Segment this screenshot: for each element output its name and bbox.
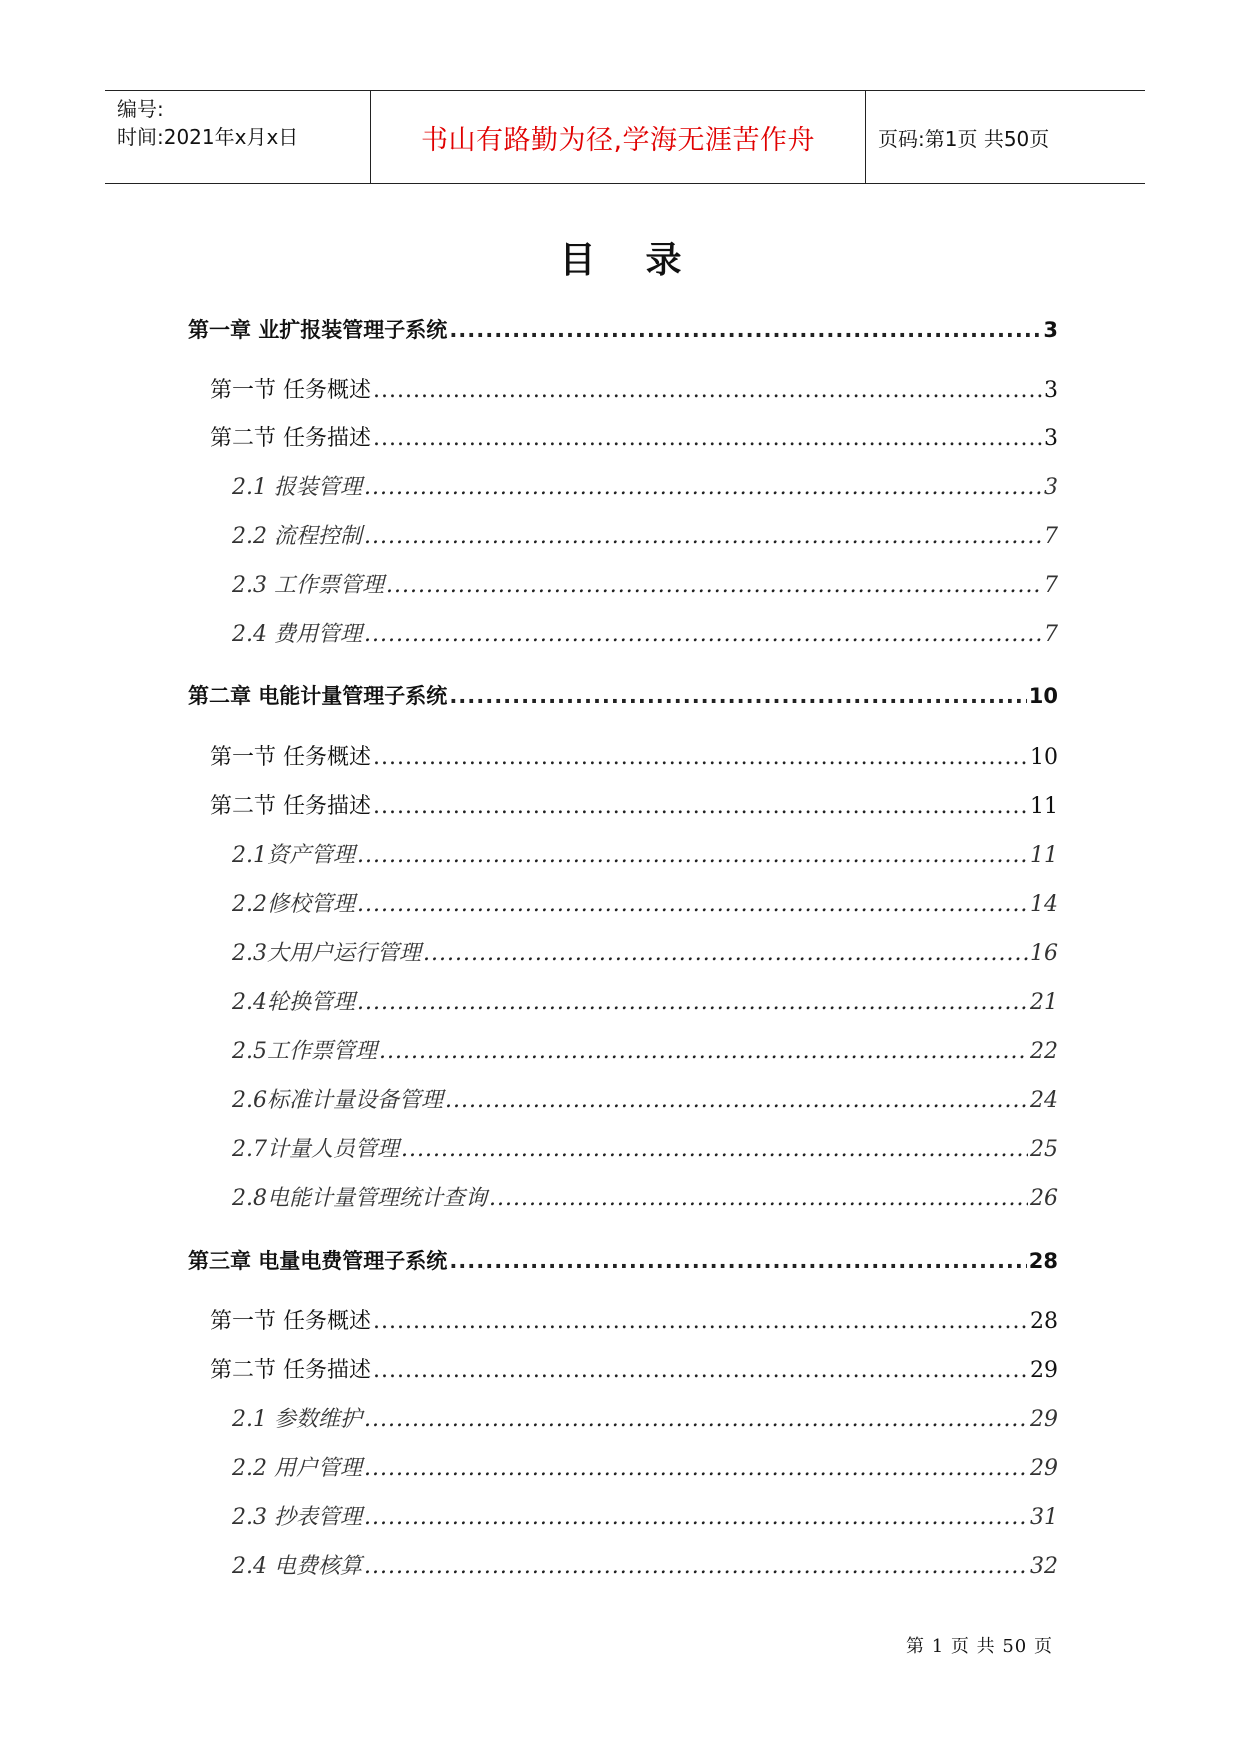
header-page-cell xyxy=(866,91,1145,183)
number-label: 编号: xyxy=(117,97,164,121)
toc-entry-subsection[interactable]: 2.7计量人员管理 ..... 25 xyxy=(232,1132,1058,1163)
toc-entry-subsection[interactable]: 2.1 报装管理 ..... 3 xyxy=(232,470,1058,501)
toc-entry-subsection[interactable]: 2.5工作票管理 ..... 22 xyxy=(232,1034,1058,1065)
time-label: 时间:2021年x月x日 xyxy=(117,125,299,149)
toc-entry-subsection[interactable]: 2.4轮换管理 ..... 21 xyxy=(232,985,1058,1016)
toc-entry-chapter-2[interactable]: 第二章 电能计量管理子系统 ..... 10 xyxy=(188,680,1058,710)
motto-text: 书山有路勤为径,学海无涯苦作舟 xyxy=(420,124,816,156)
toc-title: 目录 xyxy=(559,240,732,281)
page-footer: 第 1 页 共 50 页 xyxy=(906,1636,1053,1657)
toc-entry-section[interactable]: 第二节 任务描述 ..... 3 xyxy=(210,421,1058,452)
toc-entry-subsection[interactable]: 2.3大用户运行管理 ..... 16 xyxy=(232,936,1058,967)
toc-entry-subsection[interactable]: 2.8电能计量管理统计查询 ..... 26 xyxy=(232,1181,1058,1212)
toc-entry-subsection[interactable]: 2.1资产管理 ..... 11 xyxy=(232,838,1058,869)
toc-entry-subsection[interactable]: 2.3 抄表管理 ..... 31 xyxy=(232,1500,1058,1531)
toc-entry-subsection[interactable]: 2.3 工作票管理 ..... 7 xyxy=(232,568,1058,599)
toc-entry-section[interactable]: 第一节 任务概述 ..... 10 xyxy=(210,740,1058,771)
toc-entry-subsection[interactable]: 2.6标准计量设备管理 ..... 24 xyxy=(232,1083,1058,1114)
toc-entry-section[interactable]: 第二节 任务描述 ..... 29 xyxy=(210,1353,1058,1384)
toc-entry-section[interactable]: 第一节 任务概述 ..... 3 xyxy=(210,373,1058,404)
toc-entry-subsection[interactable]: 2.4 费用管理 ..... 7 xyxy=(232,617,1058,648)
page-code: 页码:第1页 共50页 xyxy=(878,126,1050,151)
toc-entry-subsection[interactable]: 2.1 参数维护 ..... 29 xyxy=(232,1402,1058,1433)
toc-entry-section[interactable]: 第一节 任务概述 ..... 28 xyxy=(210,1304,1058,1335)
header-meta-cell xyxy=(105,91,371,183)
toc-entry-section[interactable]: 第二节 任务描述 ..... 11 xyxy=(210,789,1058,820)
toc-entry-subsection[interactable]: 2.2 用户管理 ..... 29 xyxy=(232,1451,1058,1482)
toc-entry-chapter-3[interactable]: 第三章 电量电费管理子系统 ..... 28 xyxy=(188,1245,1058,1275)
header-motto-cell xyxy=(371,91,866,183)
document-header xyxy=(105,90,1145,184)
toc-entry-chapter-1[interactable]: 第一章 业扩报装管理子系统 ..... 3 xyxy=(188,314,1058,344)
toc-entry-subsection[interactable]: 2.2修校管理 ..... 14 xyxy=(232,887,1058,918)
toc-entry-subsection[interactable]: 2.4 电费核算 ..... 32 xyxy=(232,1549,1058,1580)
toc-entry-subsection[interactable]: 2.2 流程控制 ..... 7 xyxy=(232,519,1058,550)
